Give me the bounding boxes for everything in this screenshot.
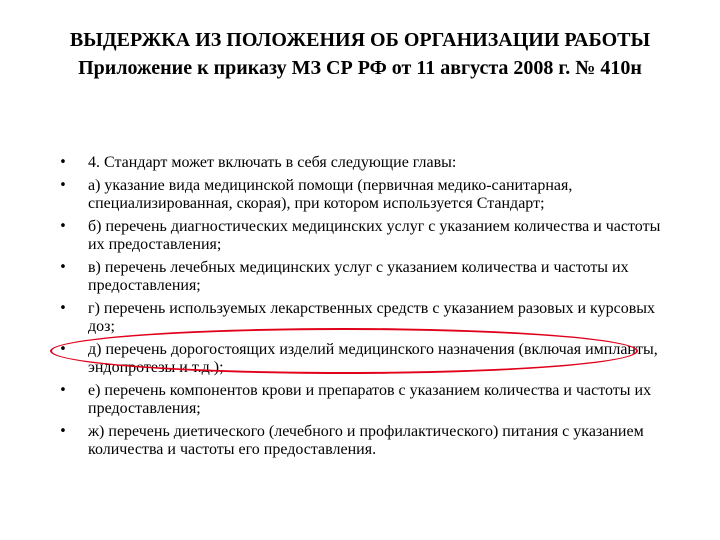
list-item [56,154,666,173]
list-item [56,382,666,419]
list-item-text: в) перечень лечебных медицинских услуг с указанием количества и частоты их предоставления; [88,258,629,294]
list-item [56,341,666,378]
bullet-icon: • [59,155,67,170]
bullet-icon: • [59,382,67,398]
slide-title: ВЫДЕРЖКА ИЗ ПОЛОЖЕНИЯ ОБ ОРГАНИЗАЦИИ РАБОТЫ [69,29,651,51]
list-item-text: б) перечень диагностических медицинских услуг с указанием количества и частоты их предоставления; [88,217,661,253]
list-item-text: ж) перечень диетического (лечебного и профилактического) питания с указанием количества и частоты его предоставления. [88,422,644,458]
bullet-list [56,154,666,464]
list-item-highlighted [56,300,666,337]
list-item-text: д) перечень дорогостоящих изделий медицинского назначения (включая импланты, эндопротезы и т.д.); [88,340,658,376]
list-item-text: а) указание вида медицинской помощи (первичная медико-санитарная, специализированная, скорая), при котором используется Стандарт; [88,176,573,212]
bullet-icon: • [59,177,67,193]
list-item-text: г) перечень используемых лекарственных средств с указанием разовых и курсовых доз; [88,299,655,335]
bullet-icon: • [59,259,67,275]
list-item [56,259,666,296]
list-item [56,177,666,214]
list-item [56,218,666,255]
bullet-icon: • [59,423,67,439]
bullet-icon: • [59,341,67,357]
slide-subtitle: Приложение к приказу МЗ СР РФ от 11 августа 2008 г. № 410н [78,57,642,79]
list-item-text: 4. Стандарт может включать в себя следующие главы: [88,154,457,171]
list-item [56,423,666,460]
bullet-icon: • [59,218,67,234]
list-item-text: е) перечень компонентов крови и препаратов с указанием количества и частоты их предоставления; [88,381,652,417]
bullet-icon: • [59,300,67,316]
title-block [0,26,720,82]
